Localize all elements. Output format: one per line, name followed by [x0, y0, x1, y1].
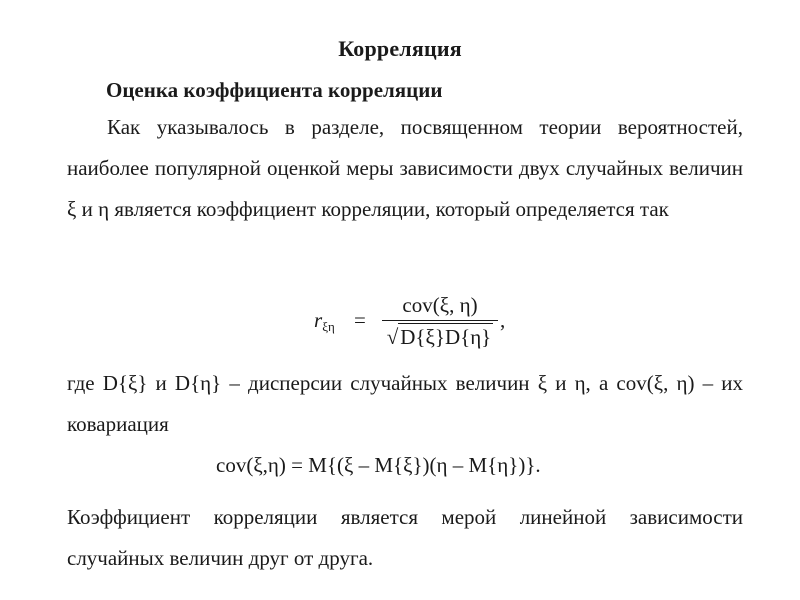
radical-sign: √	[386, 325, 399, 349]
slide-title: Корреляция	[338, 36, 462, 61]
conclusion-paragraph: Коэффициент корреляции является мерой линейной зависимости случайных величин друг от друга.	[67, 505, 743, 570]
radicand: D{ξ}D{η}	[400, 325, 492, 349]
section-heading: Оценка коэффициента корреляции	[106, 78, 443, 102]
formula-lhs	[314, 308, 335, 335]
intro-paragraph: Как указывалось в разделе, посвященном теории вероятностей, наиболее популярной оценкой меры зависимости двух случайных величин ξ и η является коэффициент корреляции, который определяется так	[67, 115, 743, 221]
variance-paragraph: где D{ξ} и D{η} – дисперсии случайных величин ξ и η, а cov(ξ, η) – их ковариация	[67, 371, 743, 436]
formula-denominator	[380, 321, 500, 353]
covariance-formula: cov(ξ,η) = M{(ξ – M{ξ})(η – M{η})}.	[216, 453, 541, 477]
formula-numerator: cov(ξ, η)	[402, 293, 478, 317]
formula-fraction	[380, 290, 500, 353]
formula-lhs-subscript: ξη	[322, 319, 335, 334]
formula-lhs-symbol: r	[314, 308, 323, 332]
formula-comma: ,	[500, 308, 506, 332]
formula-equals: =	[354, 308, 366, 332]
